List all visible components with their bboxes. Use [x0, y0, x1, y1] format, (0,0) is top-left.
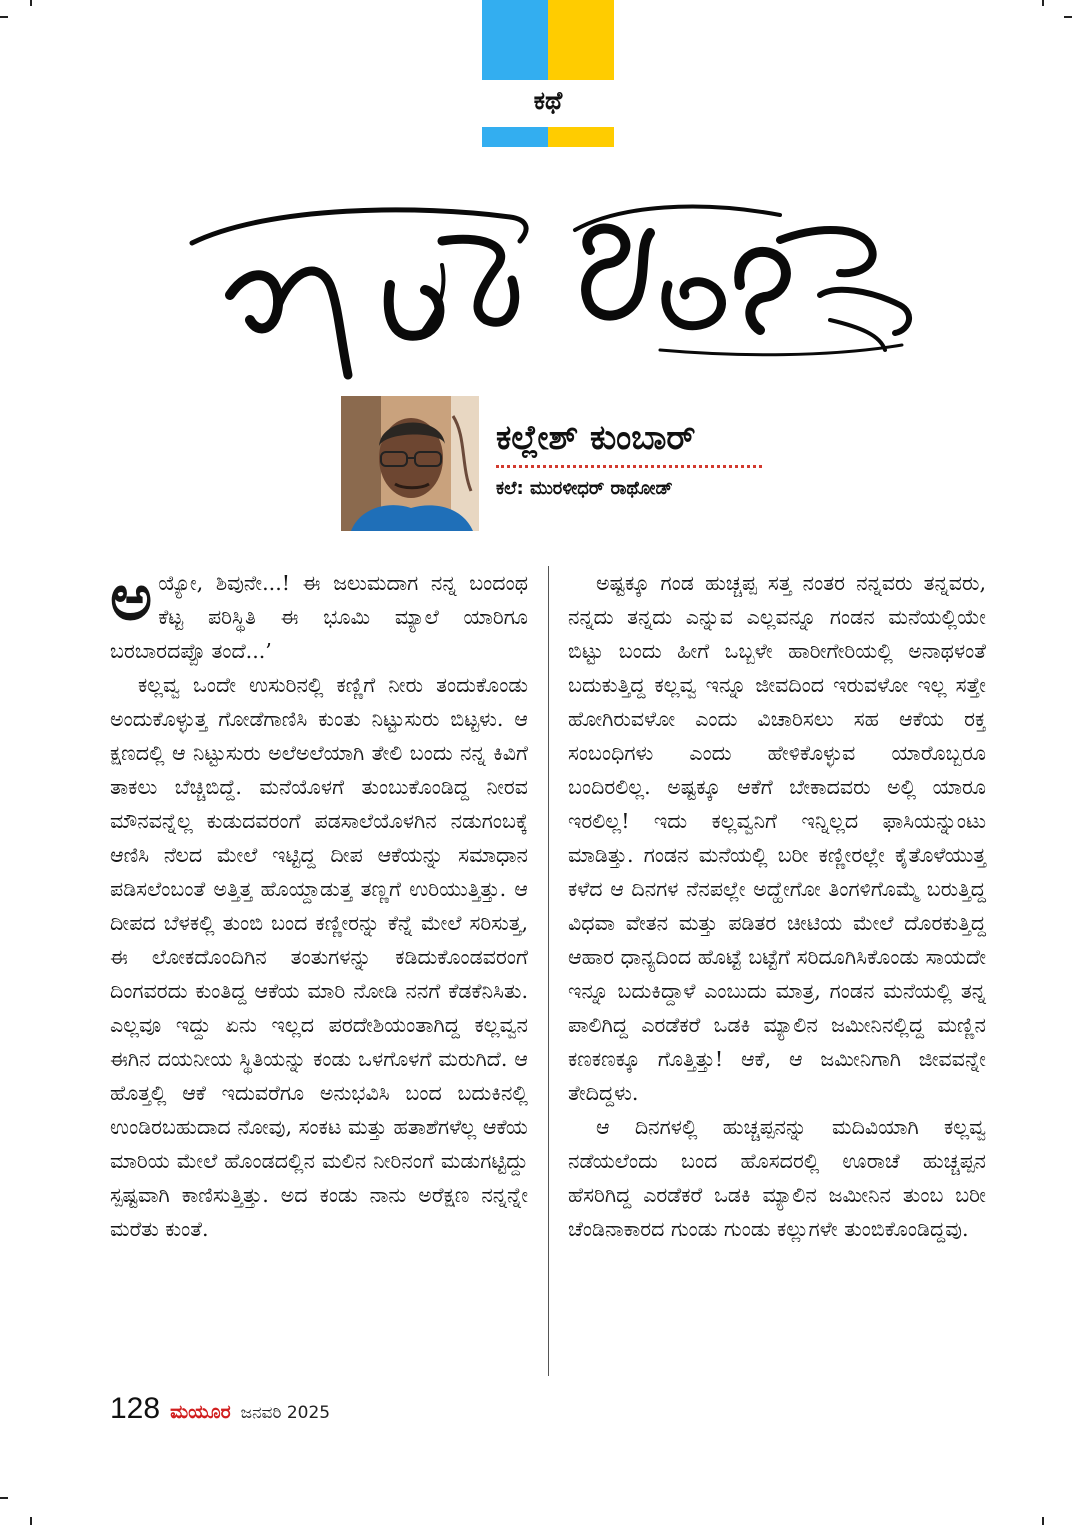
paragraph: ಕಲ್ಲವ್ವ ಒಂದೇ ಉಸುರಿನಲ್ಲಿ ಕಣ್ಣಿಗೆ ನೀರು ತಂದುಕೊಂಡು ಅಂದುಕೊಳ್ಳುತ್ತ ಗೋಡೆಗಾಣಿಸಿ ಕುಂತು ನಿಟ್ಟುಸುರು ಬಿಟ್ಟಳು. ಆ ಕ್ಷಣದಲ್ಲಿ ಆ ನಿಟ್ಟುಸುರು ಅಲೆಅಲೆಯಾಗಿ ತೇಲಿ ಬಂದು ನನ್ನ ಕಿವಿಗೆ ತಾಕಲು ಬೆಚ್ಚಿಬಿದ್ದೆ. ಮನೆಯೊಳಗೆ ತುಂಬುಕೊಂಡಿದ್ದ ನೀರವ ಮೌನವನ್ನೆಲ್ಲ ಕುಡುದವರಂಗೆ ಪಡಸಾಲೆಯೊಳಗಿನ ನಡುಗಂಬಕ್ಕೆ ಆಣಿಸಿ ನೆಲದ ಮೇಲೆ ಇಟ್ಟಿದ್ದ ದೀಪ ಆಕೆಯನ್ನು ಸಮಾಧಾನ ಪಡಿಸಲೆಂಬಂತೆ ಅತ್ತಿತ್ತ ಹೊಯ್ದಾಡುತ್ತ ತಣ್ಣಗೆ ಉರಿಯುತ್ತಿತ್ತು. ಆ ದೀಪದ ಬೆಳಕಲ್ಲಿ ತುಂಬಿ ಬಂದ ಕಣ್ಣೀರನ್ನು ಕೆನ್ನೆ ಮೇಲೆ ಸರಿಸುತ್ತ, ಈ ಲೋಕದೊಂದಿಗಿನ ತಂತುಗಳನ್ನು ಕಡಿದುಕೊಂಡವರಂಗೆ ದಿಂಗವರದು ಕುಂತಿದ್ದ ಆಕೆಯ ಮಾರಿ ನೋಡಿ ನನಗೆ ಕೆಡಕೆನಿಸಿತು. ಎಲ್ಲವೂ ಇದ್ದು ಏನು ಇಲ್ಲದ ಪರದೇಶಿಯಂತಾಗಿದ್ದ ಕಲ್ಲವ್ವನ ಈಗಿನ ದಯನೀಯ ಸ್ಥಿತಿಯನ್ನು ಕಂಡು ಒಳಗೊಳಗೆ ಮರುಗಿದೆ. ಆ ಹೊತ್ತಲ್ಲಿ ಆಕೆ ಇದುವರೆಗೂ ಅನುಭವಿಸಿ ಬಂದ ಬದುಕಿನಲ್ಲಿ ಉಂಡಿರಬಹುದಾದ ನೋವು, ಸಂಕಟ ಮತ್ತು ಹತಾಶೆಗಳೆಲ್ಲ ಆಕೆಯ ಮಾರಿಯ ಮೇಲೆ ಹೊಂಡದಲ್ಲಿನ ಮಲಿನ ನೀರಿನಂಗೆ ಮಡುಗಟ್ಟಿದ್ದು ಸ್ಪಷ್ಟವಾಗಿ ಕಾಣಿಸುತ್ತಿತ್ತು. ಅದ ಕಂಡು ನಾನು ಅರೆಕ್ಷಣ ನನ್ನನ್ನೇ ಮರೆತು ಕುಂತೆ.	[110, 673, 528, 1241]
section-color-blocks	[482, 0, 614, 150]
paragraph: ಅಷ್ಟಕ್ಕೂ ಗಂಡ ಹುಚ್ಚಪ್ಪ ಸತ್ತ ನಂತರ ನನ್ನವರು ತನ್ನವರು, ನನ್ನದು ತನ್ನದು ಎನ್ನುವ ಎಲ್ಲವನ್ನೂ ಗಂಡನ ಮನೆಯಲ್ಲಿಯೇ ಬಿಟ್ಟು ಬಂದು ಹೀಗೆ ಒಬ್ಬಳೇ ಹಾರೀಗೇರಿಯಲ್ಲಿ ಅನಾಥಳಂತೆ ಬದುಕುತ್ತಿದ್ದ ಕಲ್ಲವ್ವ ಇನ್ನೂ ಜೀವದಿಂದ ಇರುವಳೋ ಇಲ್ಲ ಸತ್ತೇ ಹೋಗಿರುವಳೋ ಎಂದು ವಿಚಾರಿಸಲು ಸಹ ಆಕೆಯ ರಕ್ತ ಸಂಬಂಧಿಗಳು ಎಂದು ಹೇಳಿಕೊಳ್ಳುವ ಯಾರೊಬ್ಬರೂ ಬಂದಿರಲಿಲ್ಲ. ಅಷ್ಟಕ್ಕೂ ಆಕೆಗೆ ಬೇಕಾದವರು ಅಲ್ಲಿ ಯಾರೂ ಇರಲಿಲ್ಲ! ಇದು ಕಲ್ಲವ್ವನಿಗೆ ಇನ್ನಿಲ್ಲದ ಫಾಸಿಯನ್ನುಂಟು ಮಾಡಿತ್ತು. ಗಂಡನ ಮನೆಯಲ್ಲಿ ಬರೀ ಕಣ್ಣೀರಲ್ಲೇ ಕೈತೊಳೆಯುತ್ತ ಕಳೆದ ಆ ದಿನಗಳ ನೆನಪಲ್ಲೇ ಅದ್ಹೇಗೋ ತಿಂಗಳಿಗೊಮ್ಮೆ ಬರುತ್ತಿದ್ದ ವಿಧವಾ ವೇತನ ಮತ್ತು ಪಡಿತರ ಚೀಟಿಯ ಮೇಲೆ ದೊರಕುತ್ತಿದ್ದ ಆಹಾರ ಧಾನ್ಯದಿಂದ ಹೊಟ್ಟೆ ಬಟ್ಟೆಗೆ ಸರಿದೂಗಿಸಿಕೊಂಡು ಸಾಯದೇ ಇನ್ನೂ ಬದುಕಿದ್ದಾಳೆ ಎಂಬುದು ಮಾತ್ರ, ಗಂಡನ ಮನೆಯಲ್ಲಿ ತನ್ನ ಪಾಲಿಗಿದ್ದ ಎರಡೆಕರೆ ಒಡಕಿ ಮ್ಯಾಲಿನ ಜಮೀನಿನಲ್ಲಿದ್ದ ಮಣ್ಣಿನ ಕಣಕಣಕ್ಕೂ ಗೊತ್ತಿತ್ತು! ಆಕೆ, ಆ ಜಮೀನಿಗಾಗಿ ಜೀವವನ್ನೇ ತೇದಿದ್ದಳು.	[568, 571, 986, 1105]
page-number: 128	[110, 1392, 161, 1425]
illustration-credit: ಕಲೆ: ಮುರಳೀಧರ್ ರಾಥೋಡ್	[496, 478, 673, 499]
calligraphy-title-art	[180, 145, 920, 395]
article-column-left	[110, 560, 528, 1246]
column-divider	[548, 566, 549, 1376]
crop-mark-top-right	[1064, 16, 1072, 18]
crop-mark-bottom	[30, 1517, 32, 1525]
crop-mark-bottom-left	[0, 1497, 8, 1499]
crop-mark-top-left	[0, 16, 8, 18]
story-title	[180, 145, 920, 395]
paragraph: ಆ ದಿನಗಳಲ್ಲಿ ಹುಚ್ಚಪ್ಪನನ್ನು ಮದಿವಿಯಾಗಿ ಕಲ್ಲವ್ವ ನಡೆಯಲೆಂದು ಬಂದ ಹೊಸದರಲ್ಲಿ ಊರಾಚೆ ಹುಚ್ಚಪ್ಪನ ಹೆಸರಿಗಿದ್ದ ಎರಡೆಕರೆ ಒಡಕಿ ಮ್ಯಾಲಿನ ಜಮೀನಿನ ತುಂಬ ಬರೀ ಚೆಂಡಿನಾಕಾರದ ಗುಂಡು ಗುಂಡು ಕಲ್ಲುಗಳೇ ತುಂಬಿಕೊಂಡಿದ್ದವು.	[568, 1115, 986, 1241]
section-label: ಕಥೆ	[533, 86, 563, 115]
yellow-block-top	[548, 0, 614, 80]
article-column-right	[568, 566, 986, 1246]
author-photo	[341, 396, 479, 531]
crop-mark-top-r	[1042, 0, 1044, 6]
yellow-block-bottom	[548, 127, 614, 147]
blue-block-bottom	[482, 127, 548, 147]
author-name: ಕಲ್ಲೇಶ್ ಕುಂಬಾರ್	[496, 418, 696, 458]
dotted-divider	[496, 465, 762, 468]
drop-cap: ಅ	[110, 560, 153, 635]
author-portrait-image	[341, 396, 479, 531]
crop-mark-bottom-r	[1042, 1517, 1044, 1525]
opening-paragraph	[110, 560, 528, 668]
page-footer	[110, 1392, 330, 1428]
issue-date: ಜನವರಿ 2025	[240, 1403, 331, 1423]
paragraph-text: ಯ್ಯೋ, ಶಿವುನೇ...! ಈ ಜಲುಮದಾಗ ನನ್ನ ಬಂದಂಥ ಕೆಟ್ಟ ಪರಿಸ್ಥಿತಿ ಈ ಭೂಮಿ ಮ್ಯಾಲೆ ಯಾರಿಗೂ ಬರಬಾರದಪ್ಪೊ ತಂದೆ...’	[110, 571, 528, 663]
magazine-logo: ಮಯೂರ	[170, 1401, 231, 1423]
crop-mark-top	[30, 0, 32, 6]
blue-block-top	[482, 0, 548, 80]
